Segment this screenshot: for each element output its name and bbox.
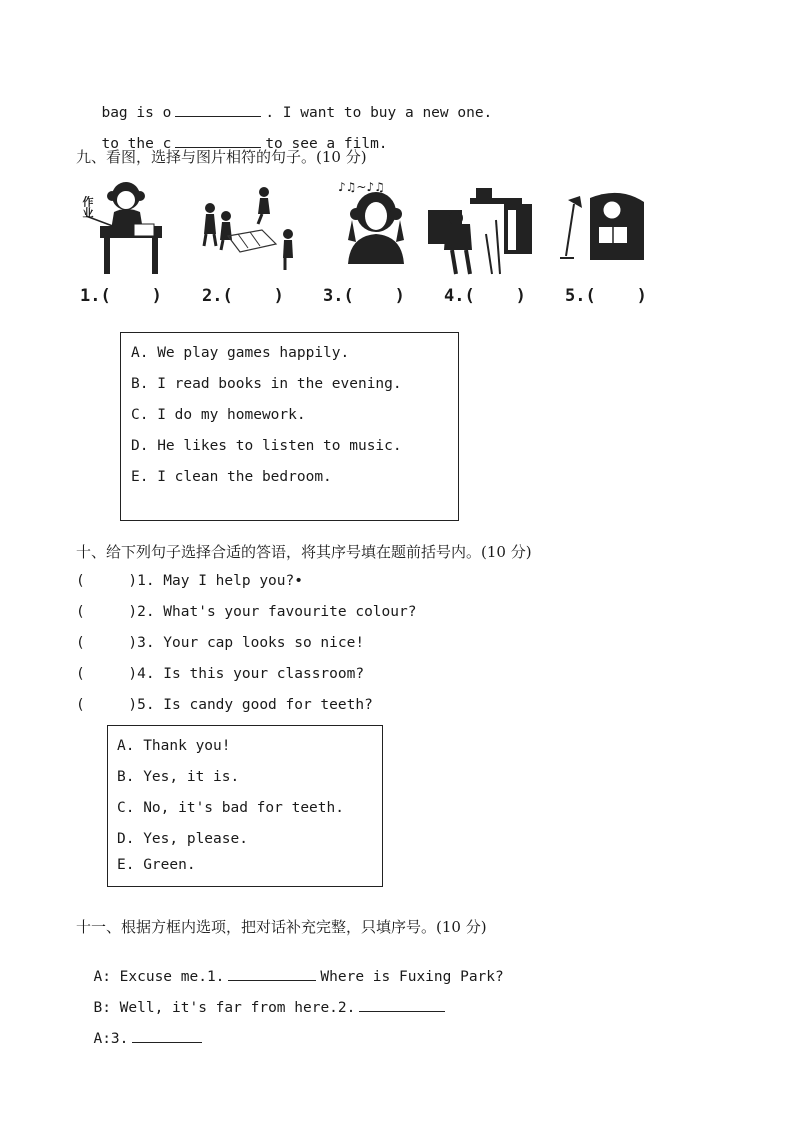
section-10-question-1[interactable]: ( )1. May I help you?• xyxy=(76,573,303,589)
picture-homework xyxy=(78,176,170,278)
section-10-question-2[interactable]: ( )2. What's your favourite colour? xyxy=(76,604,417,620)
dialogue-line-3-before: A:3. xyxy=(93,1031,129,1047)
section-9-option-d: D. He likes to listen to music. xyxy=(131,438,402,454)
section-10-option-c: C. No, it's bad for teeth. xyxy=(117,800,344,816)
picture-cleaning-bedroom xyxy=(426,184,536,276)
picture-label: 作业 xyxy=(81,196,94,218)
dialogue-line-2-before: B: Well, it's far from here.2. xyxy=(93,1000,356,1016)
fill-line-1-before: bag is o xyxy=(101,105,172,121)
picture-reading-evening xyxy=(560,186,650,266)
section-10-option-b: B. Yes, it is. xyxy=(117,769,240,785)
section-9-heading: 九、看图，选择与图片相符的句子。(10 分) xyxy=(76,148,367,166)
dialogue-line-1-after: Where is Fuxing Park? xyxy=(320,969,504,985)
section-9-option-c: C. I do my homework. xyxy=(131,407,306,423)
answer-blank[interactable] xyxy=(359,997,445,1012)
section-10-question-5[interactable]: ( )5. Is candy good for teeth? xyxy=(76,697,373,713)
section-9-option-a: A. We play games happily. xyxy=(131,345,350,361)
section-9-option-e: E. I clean the bedroom. xyxy=(131,469,332,485)
picture-number-4[interactable]: 4.( ) xyxy=(444,286,526,306)
dialogue-line-1-before: A: Excuse me.1. xyxy=(93,969,225,985)
section-10-question-4[interactable]: ( )4. Is this your classroom? xyxy=(76,666,365,682)
section-10-option-e: E. Green. xyxy=(117,857,196,873)
section-10-heading: 十、给下列句子选择合适的答语，将其序号填在题前括号内。(10 分) xyxy=(76,543,532,561)
section-11-heading: 十一、根据方框内选项，把对话补充完整，只填序号。(10 分) xyxy=(76,918,487,936)
music-notes: ♪♫~♪♫ xyxy=(338,180,385,194)
answer-blank[interactable] xyxy=(132,1028,202,1043)
fill-line-2-after: to see a film. xyxy=(265,136,388,152)
section-10-option-d: D. Yes, please. xyxy=(117,831,248,847)
section-10-question-3[interactable]: ( )3. Your cap looks so nice! xyxy=(76,635,365,651)
picture-number-5[interactable]: 5.( ) xyxy=(565,286,647,306)
fill-line-1-after: . I want to buy a new one. xyxy=(265,105,493,121)
picture-number-1[interactable]: 1.( ) xyxy=(80,286,162,306)
section-10-option-a: A. Thank you! xyxy=(117,738,231,754)
picture-playing-games xyxy=(196,186,296,272)
picture-number-2[interactable]: 2.( ) xyxy=(202,286,284,306)
picture-number-3[interactable]: 3.( ) xyxy=(323,286,405,306)
fill-line-2-before: to the c xyxy=(101,136,172,152)
dialogue-line-3 xyxy=(76,1010,206,1048)
section-9-option-b: B. I read books in the evening. xyxy=(131,376,402,392)
